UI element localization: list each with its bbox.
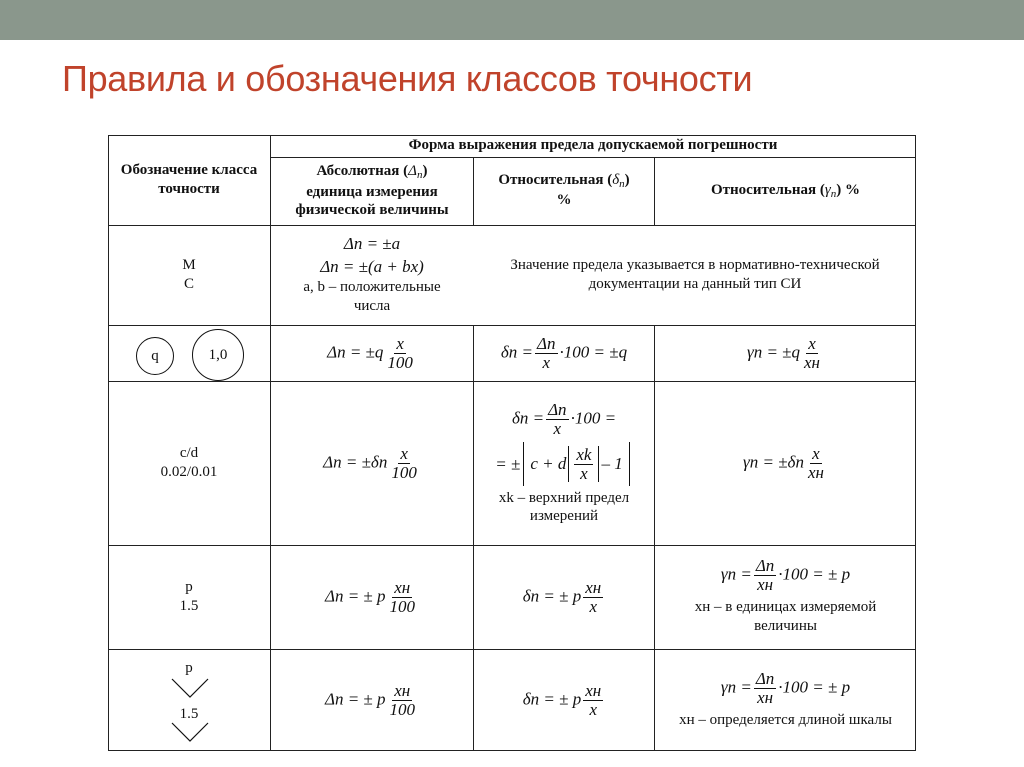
row4-designation: p 1.5 bbox=[179, 578, 199, 614]
row3-rel-note: xk – верхний предел измерений bbox=[498, 490, 630, 524]
header-absolute: Абсолютная $(\Delta_n)$ единица измерения физической величины bbox=[295, 162, 449, 219]
slide-title: Правила и обозначения классов точности bbox=[62, 58, 753, 99]
row1-abs-formula2: Δn = ±(a + bx) bbox=[320, 256, 424, 276]
row1-absolute bbox=[270, 225, 474, 325]
row5-designation bbox=[108, 649, 270, 751]
row2-reduced: γn = ±q $\frac{x}{xн}$ bbox=[747, 333, 820, 372]
class-circle-1-0: 1,0 bbox=[192, 329, 244, 381]
header-relative: Относительная $(\delta_n)$ % bbox=[498, 172, 630, 209]
header-reduced: Относительная $(\gamma_n)$ % bbox=[710, 181, 861, 200]
row5-reduced: γn = $\frac{\Delta n}{xн}$ ·100 = ± p xн – определяется длиной шкалы bbox=[655, 649, 916, 751]
row4-red-note: xн – в единицах измеряемой величины bbox=[694, 598, 877, 635]
row5-red-note: xн – определяется длиной шкалы bbox=[679, 711, 892, 728]
row5-designation-value: 1.5 bbox=[179, 706, 199, 722]
row5-designation-p: p bbox=[185, 660, 193, 676]
row4-reduced: γn = $\frac{\Delta n}{xн}$ ·100 = ± p xн – в единицах измеряемой величины bbox=[655, 545, 916, 649]
row1-merged-note: Значение предела указывается в нормативно-технической документации на данный тип СИ bbox=[510, 256, 880, 292]
row2-relative: δn = $\frac{\Delta n}{x}$ ·100 = ±q bbox=[500, 333, 628, 372]
row1-abs-note: a, b – положительные числа bbox=[303, 278, 441, 315]
row1-designation: M C bbox=[182, 256, 196, 292]
row1-abs-formula1: Δn = ±a bbox=[343, 234, 401, 254]
row3-absolute: Δn = ±δn $\frac{x}{100}$ bbox=[323, 443, 417, 482]
row3-relative: δn = $\frac{\Delta n}{x}$ ·100 = = ± c + d $\frac{xk}{x}$ – 1 xk – верхний предел измерений bbox=[474, 381, 654, 545]
row4-relative: δn = ± p $\frac{xн}{x}$ bbox=[522, 577, 602, 616]
accuracy-class-table bbox=[108, 135, 916, 751]
row3-reduced: γn = ±δn $\frac{x}{xн}$ bbox=[743, 443, 824, 482]
top-banner bbox=[0, 0, 1024, 40]
row3-designation: c/d 0.02/0.01 bbox=[160, 444, 218, 480]
header-designation: Обозначение класса точности bbox=[120, 161, 258, 197]
row4-absolute: Δn = ± p $\frac{xн}{100}$ bbox=[324, 577, 416, 616]
row2-absolute: Δn = ±q $\frac{x}{100}$ bbox=[327, 333, 413, 372]
row5-relative: δn = ± p $\frac{xн}{x}$ bbox=[522, 680, 602, 719]
class-circle-q: q bbox=[136, 337, 174, 375]
row5-absolute: Δn = ± p $\frac{xн}{100}$ bbox=[324, 680, 416, 719]
header-form: Форма выражения предела допускаемой погрешности bbox=[408, 137, 778, 154]
